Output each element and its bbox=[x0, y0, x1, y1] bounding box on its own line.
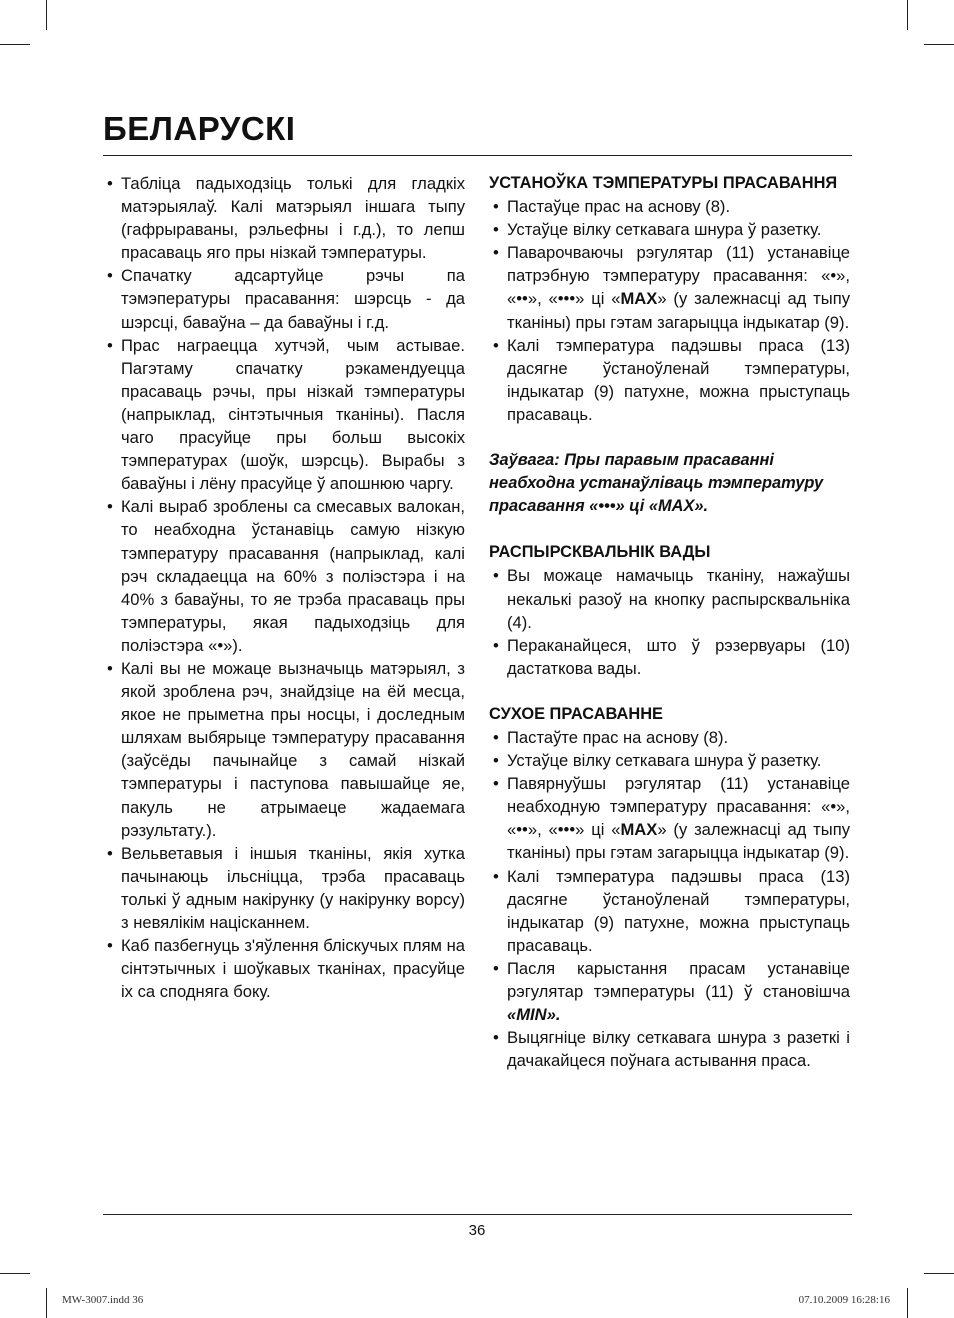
crop-mark bbox=[907, 0, 908, 30]
bullet-icon: • bbox=[107, 658, 113, 678]
list-item: • Каб пазбегнуць з'яўлення бліскучых плям на сінтэтычных і шоўкавых тканінах, прасуйце іх са сподняга боку. bbox=[107, 936, 465, 1002]
max-label: MAX bbox=[620, 820, 658, 840]
bullet-icon: • bbox=[493, 958, 499, 978]
max-label: MAX bbox=[620, 289, 658, 309]
list-item: • Пераканайцеся, што ў рэзервуары (10) дастаткова вады. bbox=[493, 635, 850, 678]
print-slug-file: MW-3007.indd 36 bbox=[62, 1294, 144, 1306]
bullet-icon: • bbox=[107, 497, 113, 517]
list-item: • Калі тэмпература падэшвы праса (13) дасягне ўстаноўленай тэмпературы, індыкатар (9) патухне, можна прыступаць прасаваць. bbox=[493, 866, 850, 955]
list-item: • Спачатку адсартуйце рэчы па тэмэпературы прасавання: шэрсць - да шэрсці, баваўна – да баваўны і г.д. bbox=[107, 266, 465, 332]
section-heading-spray: РАСПЫРСКВАЛЬНІК ВАДЫ bbox=[489, 543, 711, 562]
list-item: • Выцягніце вілку сеткавага шнура з разеткі і дачакайцеся поўнага астывання праса. bbox=[493, 1028, 850, 1071]
bullet-icon: • bbox=[107, 174, 113, 193]
crop-mark bbox=[46, 1288, 47, 1318]
list-item: • Калі вы не можаце вызначыць матэрыял, з якой зроблена рэч, знайдзіце на ёй месца, якое не прыметна пры носцы, і доследным шляхам выбярыце тэмпературу прасавання (заўсёды пачынайце з самай нізкай тэмпературы і паступова павышайце яе, пакуль не атрымаеце жадаемага рэзультату.). bbox=[107, 658, 465, 840]
list-item: • Павярнуўшы рэгулятар (11) устанавіце неабходную тэмпературу прасавання: «•», «••», «•••» ці «MAX» (у залежнасці ад тыпу тканіны) пры гэтам загарыцца індыкатар (9). bbox=[493, 774, 850, 863]
temperature-steps-list bbox=[489, 195, 850, 426]
list-item: • Паварочваючы рэгулятар (11) устанавіце патрэбную тэмпературу прасавання: «•», «••», «•••» ці «MAX» (у залежнасці ад тыпу тканіны) пры гэтам загарыцца індыкатар (9). bbox=[493, 243, 850, 332]
crop-mark bbox=[924, 1273, 954, 1274]
left-column bbox=[103, 172, 465, 1003]
list-item: • Калі выраб зроблены са смесавых валокан, то неабходна ўстанавіць самую нізкую тэмпературу прасавання (напрыклад, калі рэч складаецца на 60% з поліэстэра і на 40% з баваўны, то яе трэба прасаваць пры тэмпературы, якая падыходзіць для поліэстэра «•»). bbox=[107, 497, 465, 655]
page-number: 36 bbox=[468, 1222, 486, 1239]
bullet-icon: • bbox=[493, 635, 499, 655]
list-item: • Вы можаце намачыць тканіну, нажаўшы некалькі разоў на кнопку распырсквальніка (4). bbox=[493, 566, 850, 632]
ironing-tips-list bbox=[103, 172, 465, 1003]
list-item: • Пастаўте прас на аснову (8). bbox=[489, 726, 850, 749]
list-item: • Вельветавыя і іншыя тканіны, якія хутка пачынаюць ільсніцца, трэба прасаваць толькі ў адным накірунку (у накірунку ворсу) з невялікім націсканнем. bbox=[107, 843, 465, 932]
page-title: БЕЛАРУСКІ bbox=[103, 110, 296, 147]
spray-steps-list bbox=[489, 564, 850, 679]
bullet-icon: • bbox=[493, 566, 499, 586]
footer-divider bbox=[103, 1214, 852, 1215]
list-item: • Пастаўце прас на аснову (8). bbox=[489, 195, 850, 218]
dry-ironing-steps-list bbox=[489, 726, 850, 1072]
list-item: • Калі тэмпература падэшвы праса (13) дасягне ўстаноўленай тэмпературы, індыкатар (9) патухне, можна прыступаць прасаваць. bbox=[493, 335, 850, 424]
bullet-icon: • bbox=[493, 197, 499, 217]
right-column bbox=[489, 172, 850, 1072]
crop-mark bbox=[907, 1288, 908, 1318]
bullet-icon: • bbox=[493, 727, 499, 747]
crop-mark bbox=[924, 44, 954, 45]
list-item: • Прас награецца хутчэй, чым астывае. Пагэтаму спачатку рэкамендуецца прасаваць рэчы, пры нізкай тэмпературы (напрыклад, сінтэтычныя тканіны). Пасля чаго прасуйце пры больш высокіх тэмпературах (шоўк, шэрсць). Вырабы з баваўны і лёну прасуйце ў апошнюю чаргу. bbox=[107, 335, 465, 494]
bullet-icon: • bbox=[493, 243, 499, 263]
bullet-icon: • bbox=[493, 866, 499, 886]
list-item: • Пасля карыстання прасам устанавіце рэгулятар тэмпературы (11) ў становішча «MIN». bbox=[493, 958, 850, 1025]
bullet-icon: • bbox=[107, 936, 113, 956]
bullet-icon: • bbox=[107, 335, 113, 355]
list-item: • Устаўце вілку сеткавага шнура ў разетку. bbox=[489, 749, 850, 772]
section-heading-dry-ironing: СУХОЕ ПРАСАВАННЕ bbox=[489, 704, 663, 723]
crop-mark bbox=[0, 44, 30, 45]
bullet-icon: • bbox=[107, 266, 113, 286]
steam-note: Заўвага: Пры паравым прасаванні неабходна устанаўліваць тэмпературу прасавання «•••» ці «MAX». bbox=[489, 451, 824, 516]
bullet-icon: • bbox=[493, 774, 499, 794]
bullet-icon: • bbox=[493, 751, 499, 771]
bullet-icon: • bbox=[493, 335, 499, 355]
bullet-icon: • bbox=[107, 843, 113, 863]
title-divider bbox=[103, 155, 852, 156]
section-heading-temperature: УСТАНОЎКА ТЭМПЕРАТУРЫ ПРАСАВАННЯ bbox=[489, 174, 838, 192]
crop-mark bbox=[46, 0, 47, 30]
crop-mark bbox=[0, 1273, 30, 1274]
bullet-icon: • bbox=[493, 220, 499, 240]
print-slug-date: 07.10.2009 16:28:16 bbox=[798, 1294, 890, 1306]
bullet-icon: • bbox=[493, 1028, 499, 1048]
list-item: • Устаўце вілку сеткавага шнура ў разетку. bbox=[489, 218, 850, 241]
list-item: • Табліца падыходзіць толькі для гладкіх матэрыялаў. Калі матэрыял іншага тыпу (гафрыраваны, рэльефны і г.д.), то лепш прасаваць яго пры нізкай тэмпературы. bbox=[107, 174, 465, 263]
min-label: «MIN». bbox=[507, 1005, 561, 1025]
